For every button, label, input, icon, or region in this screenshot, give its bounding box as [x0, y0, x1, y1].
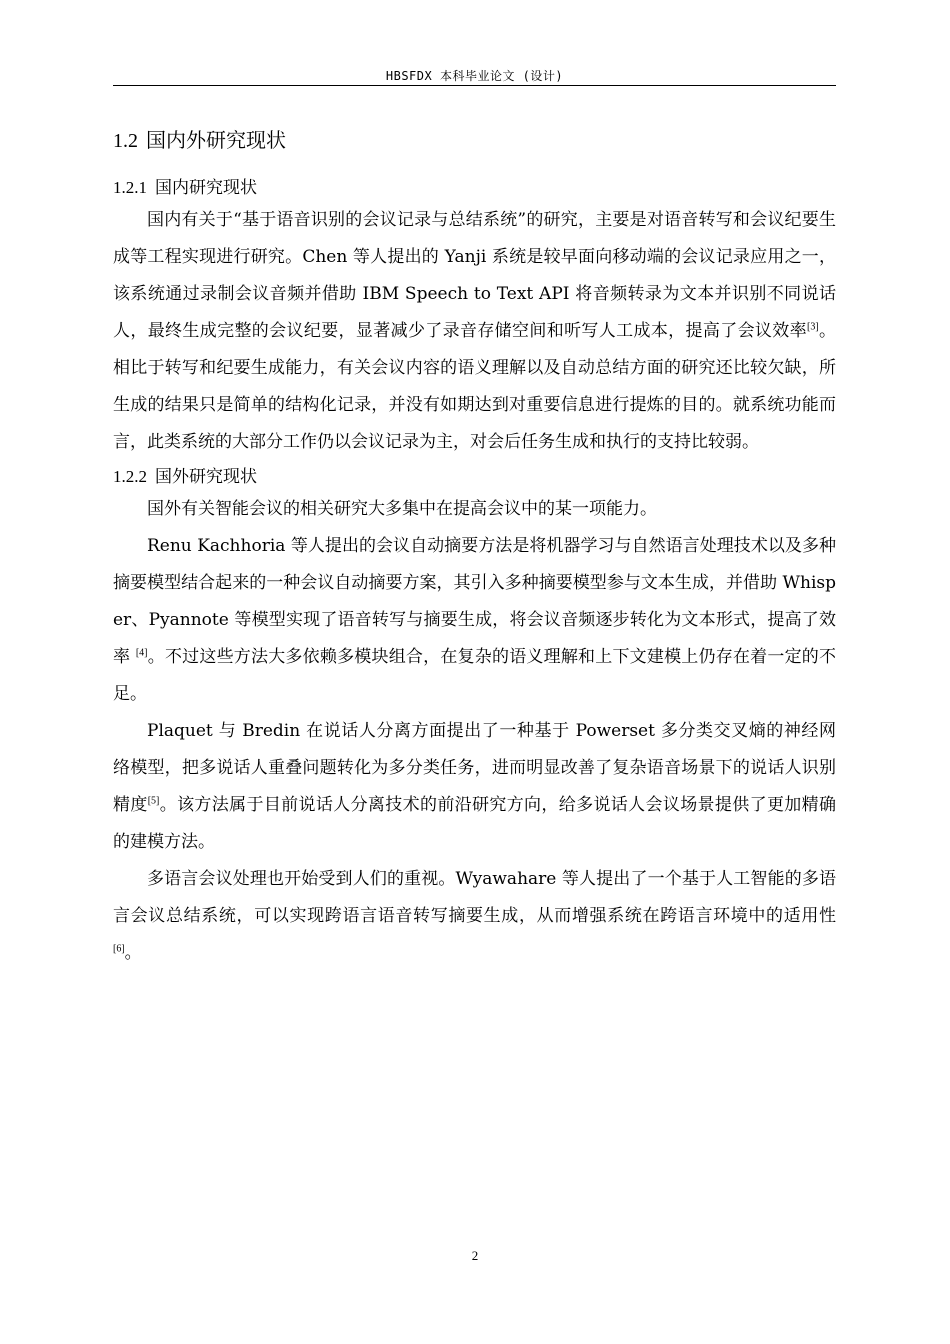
- paragraph: [113, 528, 836, 713]
- paragraph: [113, 491, 836, 528]
- paragraph: [113, 713, 836, 861]
- section-number: 1.2: [113, 130, 138, 152]
- paragraph-text-tail: 。不过这些方法大多依赖多模块组合，在复杂的语义理解和上下文建模上仍存在着一定的不足。: [113, 647, 837, 704]
- page-header: HBSFDX 本科毕业论文 (设计): [385, 69, 564, 83]
- paragraph-text-tail: 。该方法属于目前说话人分离技术的前沿研究方向，给多说话人会议场景提供了更加精确的建模方法。: [113, 795, 837, 852]
- paragraph-text: 多语言会议处理也开始受到人们的重视。Wyawahare 等人提出了一个基于人工智能的多语言会议总结系统，可以实现跨语言语音转写摘要生成，从而增强系统在跨语言环境中的适用性: [113, 869, 836, 926]
- paragraph-text-tail: 。相比于转写和纪要生成能力，有关会议内容的语义理解以及自动总结方面的研究还比较欠缺，所生成的结果只是简单的结构化记录，并没有如期达到对重要信息进行提炼的目的。就系统功能而言，此类系统的大部分工作仍以会议记录为主，对会后任务生成和执行的支持比较弱。: [113, 321, 837, 452]
- header-divider: [113, 85, 836, 86]
- subsection-heading-domestic: [113, 174, 836, 202]
- document-body: [113, 120, 836, 972]
- paragraph-text-tail: 。: [124, 943, 142, 963]
- section-title: 国内外研究现状: [146, 128, 286, 152]
- citation-marker: [3]: [806, 321, 819, 333]
- subsection-title: 国内研究现状: [155, 178, 257, 198]
- paragraph: [113, 861, 836, 972]
- subsection-number: 1.2.1: [113, 178, 147, 197]
- paragraph-text: 国内有关于“基于语音识别的会议记录与总结系统”的研究，主要是对语音转写和会议纪要生成等工程实现进行研究。Chen 等人提出的 Yanji 系统是较早面向移动端的会议记录应用之一，该系统通过录制会议音频并借助 IBM Speech to Text API 将音频转录为文本并识别不同说话人，最终生成完整的会议纪要，显著减少了录音存储空间和听写人工成本，提高了会议效率: [113, 210, 836, 341]
- paragraph-text: 国外有关智能会议的相关研究大多集中在提高会议中的某一项能力。: [147, 499, 657, 519]
- subsection-title: 国外研究现状: [155, 467, 257, 487]
- citation-marker: [5]: [147, 795, 160, 807]
- paragraph: [113, 202, 836, 461]
- paragraph-text: Renu Kachhoria 等人提出的会议自动摘要方法是将机器学习与自然语言处理技术以及多种摘要模型结合起来的一种会议自动摘要方案，其引入多种摘要模型参与文本生成，并借助 Whisper、Pyannote 等模型实现了语音转写与摘要生成，将会议音频逐步转化为文本形式，提高了效率: [113, 536, 836, 667]
- citation-marker: [4]: [135, 647, 148, 659]
- page-number: 2: [471, 1248, 479, 1263]
- citation-marker: [6]: [113, 943, 125, 955]
- section-heading: [113, 120, 836, 160]
- subsection-number: 1.2.2: [113, 467, 147, 486]
- paragraph-text: Plaquet 与 Bredin 在说话人分离方面提出了一种基于 Powerset 多分类交叉熵的神经网络模型，把多说话人重叠问题转化为多分类任务，进而明显改善了复杂语音场景下的说话人识别精度: [113, 721, 836, 815]
- subsection-heading-foreign: [113, 463, 836, 491]
